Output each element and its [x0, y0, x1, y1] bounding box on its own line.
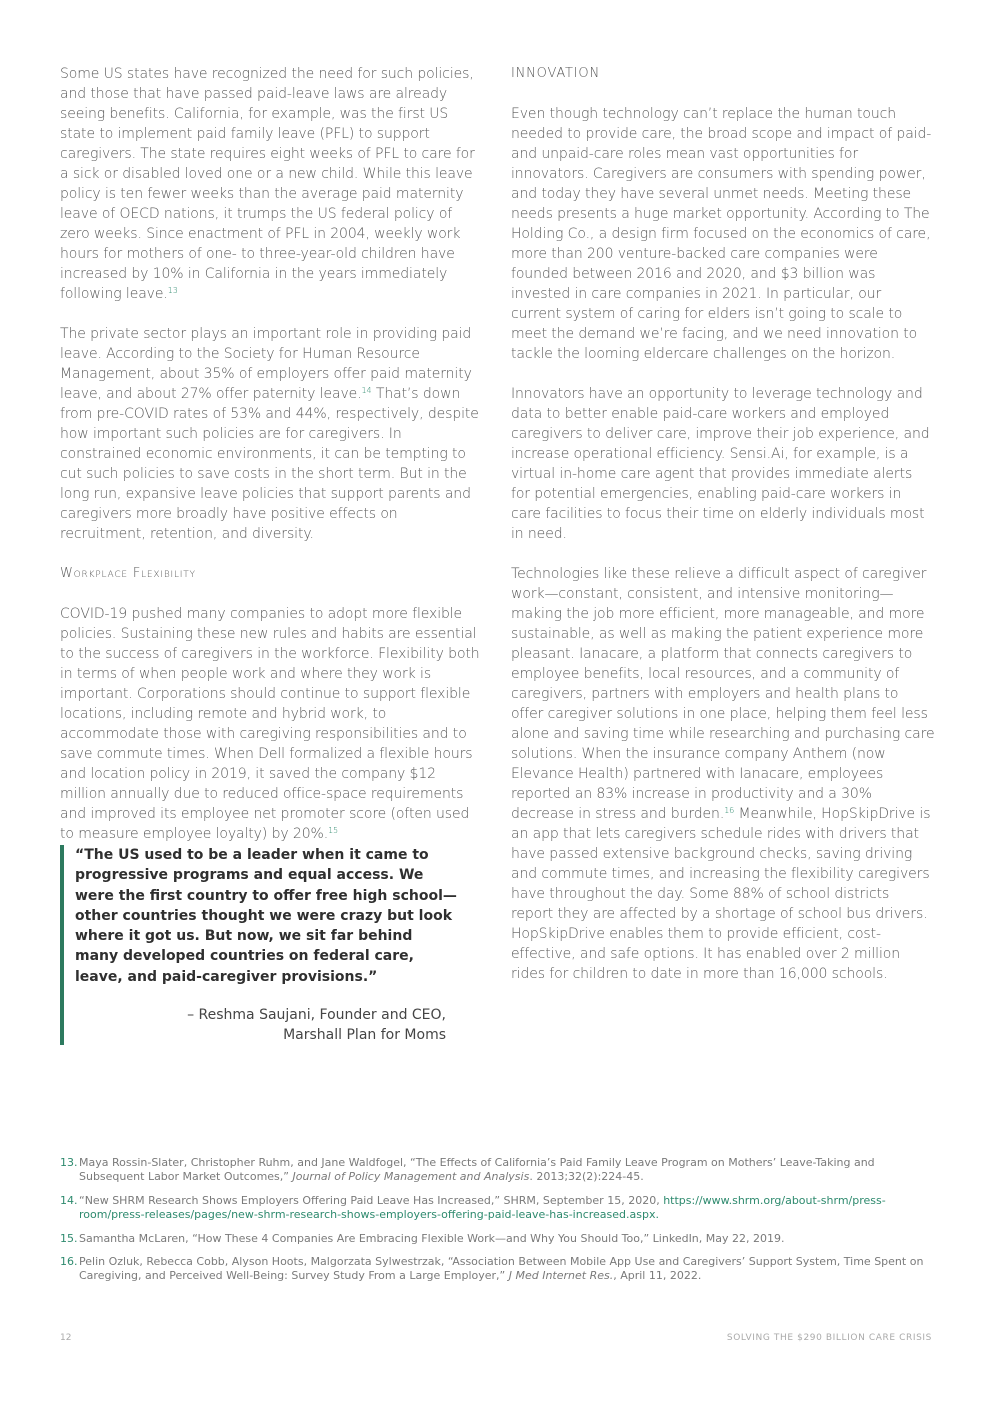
left-column — [60, 64, 484, 864]
paragraph: The private sector plays an important role in providing paid leave. According to the Society for Human Resource Management, about 35% of employers offer paid maternity leave, and about 27% offer paternity leave.$^{14}$ That’s down from pre-COVID rates of 53% and 44%, respectively, despite how important such policies are for caregivers. In constrained economic environments, it can be tempting to cut such policies to save costs in the short term. But in the long run, expansive leave policies that support parents and caregivers more broadly have positive effects on recruitment, retention, and diversity. — [60, 326, 479, 542]
footnote-number: 16. — [60, 1255, 78, 1268]
footnote-15: 15. Samantha McLaren, “How These 4 Companies Are Embracing Flexible Work—and Why You Should Too,” LinkedIn, May 22, 2019. — [60, 1232, 785, 1245]
quote-text: “The US used to be a leader when it came to progressive programs and equal access. We were the first country to offer free high school—other countries thought we were crazy but look where it got us. But now, we sit far behind many developed countries on federal care, leave, and paid-caregiver provisions.” — [75, 847, 457, 985]
paragraph: Technologies like these relieve a difficult aspect of caregiver work—constant, consistent, and intensive monitoring—making the job more efficient, more manageable, and more sustainable, as well as making the patient experience more pleasant. Ianacare, a platform that connects caregivers to employee benefits, local resources, and a community of caregivers, partners with employers and health plans to offer caregiver solutions in one place, helping them feel less alone and saving time while researching and purchasing care solutions. When the insurance company Anthem (now Elevance Health) partnered with Ianacare, employees reported an 83% increase in productivity and a 30% decrease in stress and burden.$^{16}$ Meanwhile, HopSkipDrive is an app that lets caregivers schedule rides with drivers that have passed extensive background checks, saving driving and commute times, and increasing the flexibility caregivers have throughout the day. Some 88% of school districts report they are affected by a shortage of school bus drivers. HopSkipDrive enables them to provide efficient, cost-effective, and safe options. It has enabled over 2 million rides for children to date in more than 16,000 schools. — [511, 566, 935, 982]
footnote-ref[interactable]: 14 — [361, 386, 372, 395]
footnote-ref[interactable]: 15 — [328, 826, 339, 835]
footnote-16: 16. Pelin Ozluk, Rebecca Cobb, Alyson Hoots, Malgorzata Sylwestrzak, “Association Between Mobile App Use and Caregivers’ Support System, Time Spent on Caregiving, and Perceived Well-Being: Survey Study From a Large Employer,” J Med Internet Res., April 11, 2022. — [60, 1255, 924, 1282]
paragraph: Some US states have recognized the need for such policies, and those that have passed paid-leave laws are already seeing benefits. California, for example, was the first US state to implement paid family leave (PFL) to support caregivers. The state requires eight weeks of PFL to care for a sick or disabled loved one or a new child. While this leave policy is ten fewer weeks than the average paid maternity leave of OECD nations, it trumps the US federal policy of zero weeks. Since enactment of PFL in 2004, weekly work hours for mothers of one- to three-year-old children have increased by 10% in California in the years immediately following leave.$^{13}$ — [60, 66, 475, 302]
section-heading-workplace-flexibility: Workplace Flexibility — [60, 566, 196, 581]
attribution-line: – Reshma Saujani, Founder and CEO, — [187, 1007, 446, 1024]
footnote-number: 14. — [60, 1194, 78, 1207]
footnote-ref[interactable]: 16 — [724, 806, 735, 815]
footnote-number: 13. — [60, 1156, 78, 1169]
footnote-14: 14. “New SHRM Research Shows Employers Offering Paid Leave Has Increased,” SHRM, September 15, 2020, https://www.shrm.org/about-shrm/press-room/press-releases/pages/new-shrm-research-shows-employers-offering-paid-leave-has-increased.aspx. — [60, 1194, 886, 1221]
footnote-ref[interactable]: 13 — [167, 286, 178, 295]
footnote-link[interactable]: https://www.shrm.org/about-shrm/press-room/press-releases/pages/new-shrm-research-shows-employers-offering-paid-leave-has-increased.aspx. — [79, 1194, 886, 1221]
quote-attribution — [75, 1005, 460, 1045]
footnote-number: 15. — [60, 1232, 78, 1245]
paragraph: COVID-19 pushed many companies to adopt more flexible policies. Sustaining these new rules and habits are essential to the success of caregivers in the workforce. Flexibility both in terms of when people work and where they work is important. Corporations should continue to support flexible locations, including remote and hybrid work, to accommodate those with caregiving responsibilities and to save commute times. When Dell formalized a flexible hours and location policy in 2019, it saved the company $12 million annually due to reduced office-space requirements and improved its employee net promoter score (often used to measure employee loyalty) by 20%.$^{15}$ — [60, 606, 480, 842]
page-number: 12 — [60, 1333, 72, 1343]
paragraph: Even though technology can’t replace the human touch needed to provide care, the broad scope and impact of paid- and unpaid-care roles mean vast opportunities for innovators. Caregivers are consumers with spending power, and today they have several unmet needs. Meeting these needs presents a huge market opportunity. According to The Holding Co., a design firm focused on the economics of care, more than 200 venture-backed care companies were founded between 2016 and 2020, and $3 billion was invested in care companies in 2021. In particular, our current system of caring for elders isn’t going to scale to meet the demand we’re facing, and we need innovation to tackle the looming eldercare challenges on the horizon. — [511, 106, 932, 362]
footnote-13: 13. Maya Rossin-Slater, Christopher Ruhm, and Jane Waldfogel, “The Effects of California’s Paid Family Leave Program on Mothers’ Leave-Taking and Subsequent Labor Market Outcomes,” Journal of Policy Management and Analysis. 2013;32(2):224-45. — [60, 1156, 875, 1183]
pull-quote — [60, 845, 460, 1045]
paragraph: Innovators have an opportunity to leverage technology and data to better enable paid-care workers and employed caregivers to deliver care, improve their job experience, and increase operational efficiency. Sensi.Ai, for example, is a virtual in-home care agent that provides immediate alerts for potential emergencies, enabling paid-care workers in care facilities to focus their time on elderly individuals most in need. — [511, 386, 930, 542]
section-heading-innovation: INNOVATION — [511, 66, 600, 81]
attribution-line: Marshall Plan for Moms — [283, 1027, 446, 1044]
right-column — [511, 64, 935, 1004]
running-footer-title: SOLVING THE $290 BILLION CARE CRISIS — [726, 1333, 932, 1343]
